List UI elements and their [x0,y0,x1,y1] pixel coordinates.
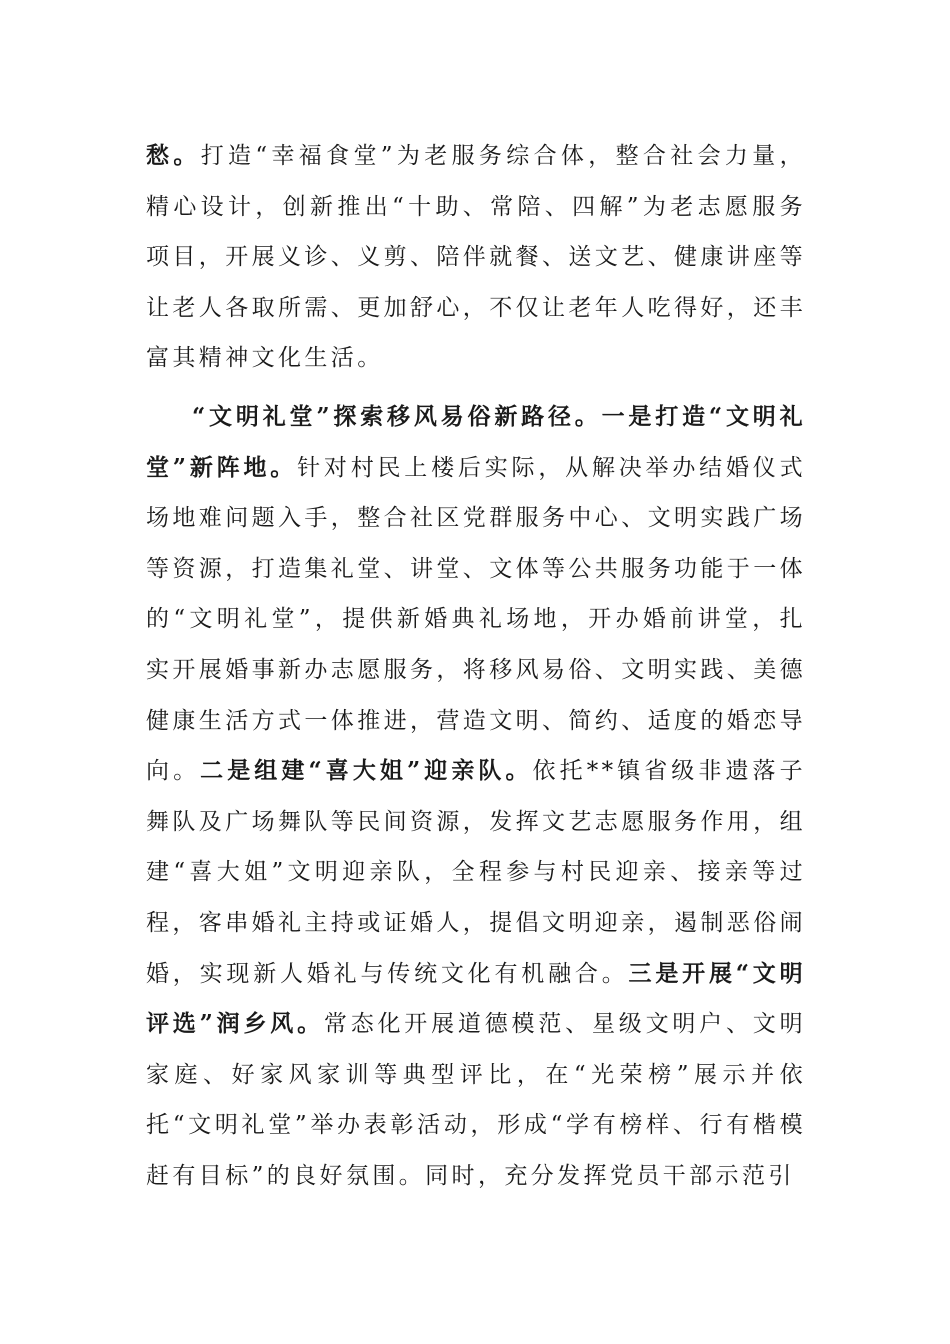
paragraph-2 [146,392,806,1202]
body-text: 依托**镇省级非遗落子舞队及广场舞队等民间资源，发挥文艺志愿服务作用，组建“喜大姐”文明迎亲队，全程参与村民迎亲、接亲等过程，客串婚礼主持或证婚人，提倡文明迎亲，遏制恶俗闹婚，实现新人婚礼与传统文化有机融合。 [146,758,806,987]
bold-phrase: 二是组建“喜大姐”迎亲队。 [200,757,533,785]
bold-phrase: 三是开展“文明评选”润乡风。 [146,959,807,1038]
paragraph-1 [146,131,806,384]
document-body [146,131,806,1201]
section-heading: “文明礼堂”探索移风易俗新路径。一是打造“文明礼堂”新阵地。 [146,402,806,481]
body-text: 打造“幸福食堂”为老服务综合体，整合社会力量，精心设计，创新推出“十助、常陪、四解”为老志愿服务项目，开展义诊、义剪、陪伴就餐、送文艺、健康讲座等让老人各取所需、更加舒心，不仅让老年人吃得好，还丰富其精神文化生活。 [146,143,807,372]
body-text: 常态化开展道德模范、星级文明户、文明家庭、好家风家训等典型评比，在“光荣榜”展示并依托“文明礼堂”举办表彰活动，形成“学有榜样、行有楷模赶有目标”的良好氛围。同时，充分发挥党员干部示范引 [146,1011,807,1189]
bold-phrase: 愁。 [146,142,201,169]
body-text: 针对村民上楼后实际，从解决举办结婚仪式场地难问题入手，整合社区党群服务中心、文明实践广场等资源，打造集礼堂、讲堂、文体等公共服务功能于一体的“文明礼堂”，提供新婚典礼场地，开办婚前讲堂，扎实开展婚事新办志愿服务，将移风易俗、文明实践、美德健康生活方式一体推进，营造文明、简约、适度的婚恋导向。 [146,454,806,785]
